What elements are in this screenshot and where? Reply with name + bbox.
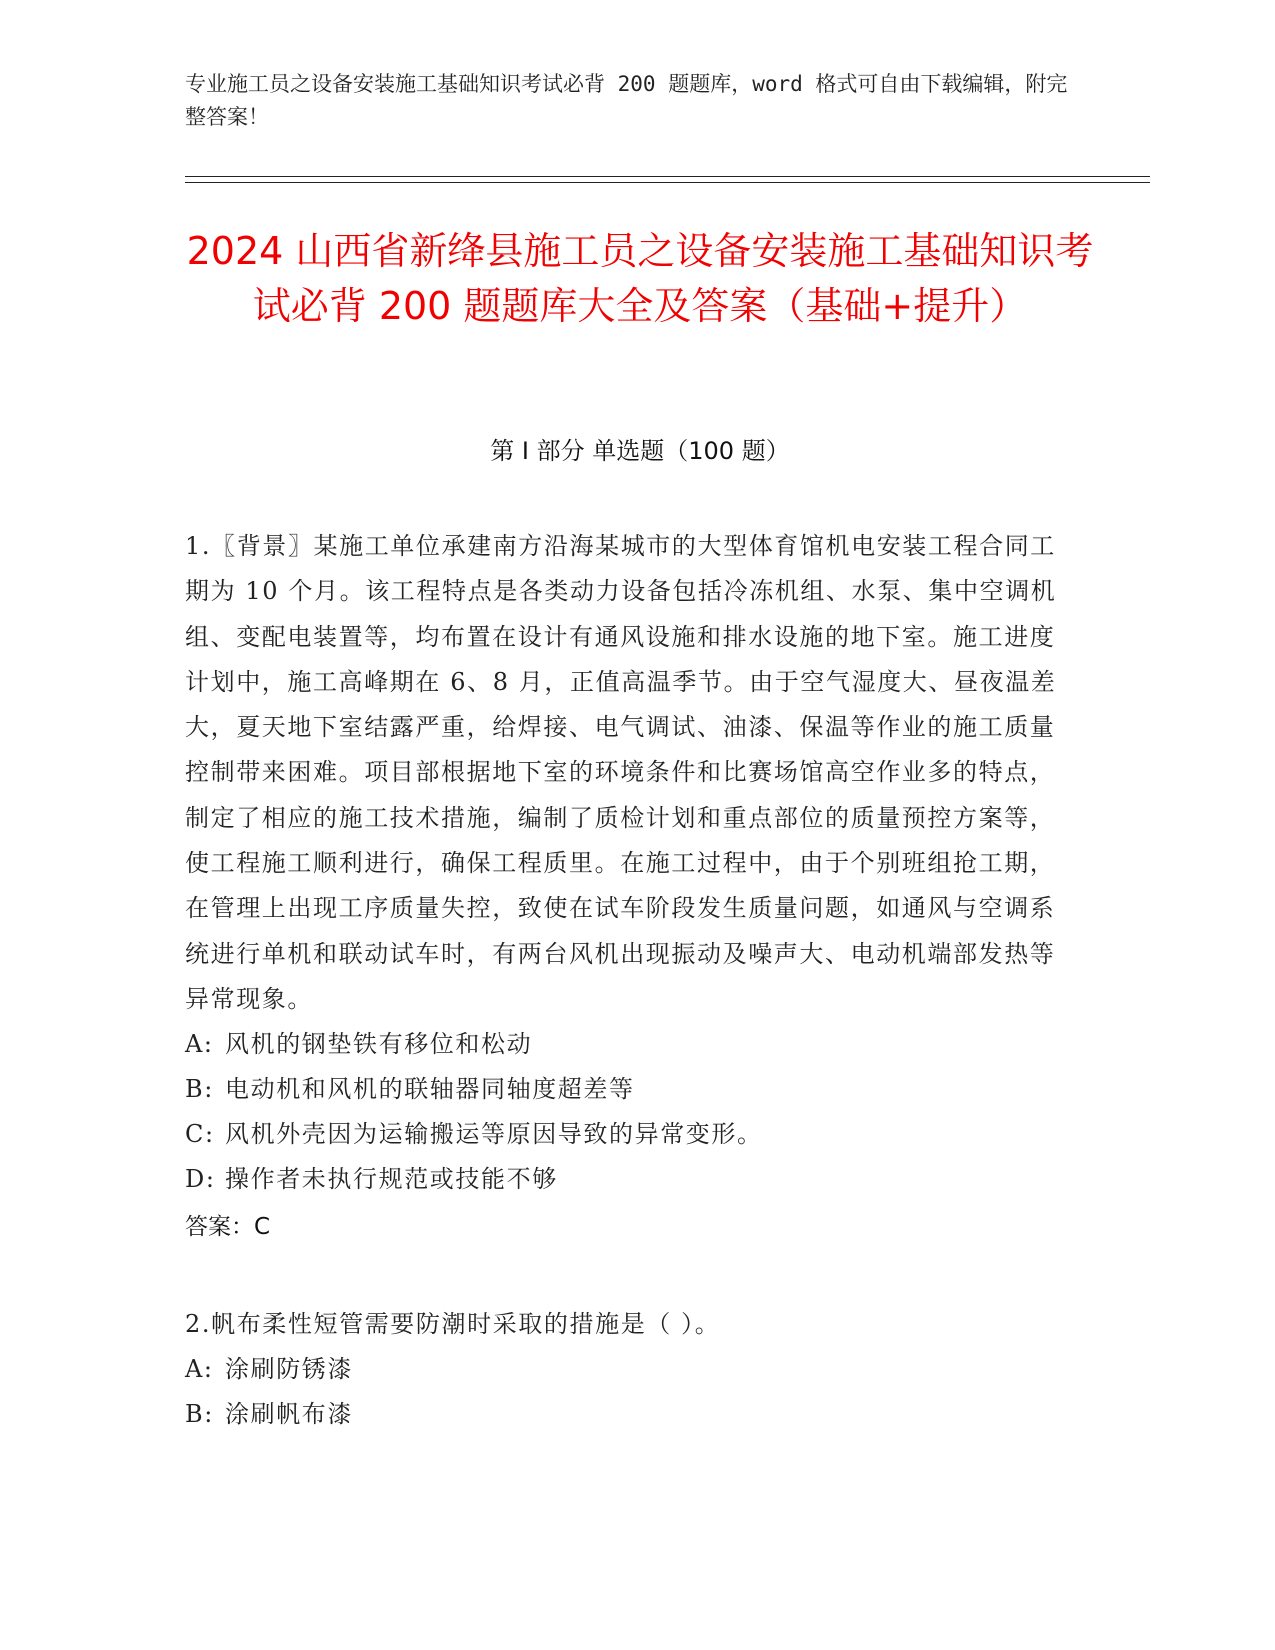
option-b (185, 1067, 1075, 1112)
question-stem: 1.〖背景〗某施工单位承建南方沿海某城市的大型体育馆机电安装工程合同工期为 10 个月。该工程特点是各类动力设备包括冷冻机组、水泵、集中空调机组、变配电装置等，均布置在设计有通风设施和排水设施的地下室。施工进度计划中，施工高峰期在 6、8 月，正值高温季节。由于空气湿度大、昼夜温差大，夏天地下室结露严重，给焊接、电气调试、油漆、保温等作业的施工质量控制带来困难。项目部根据地下室的环境条件和比赛场馆高空作业多的特点，制定了相应的施工技术措施，编制了质检计划和重点部位的质量预控方案等，使工程施工顺利进行，确保工程质里。在施工过程中，由于个别班组抢工期，在管理上出现工序质量失控，致使在试车阶段发生质量问题，如通风与空调系统进行单机和联动试车时，有两台风机出现振动及噪声大、电动机端部发热等异常现象。 (185, 532, 1057, 1013)
section-heading: 第 I 部分 单选题（100 题） (490, 437, 790, 465)
option-label: A: (185, 1030, 214, 1059)
option-c (185, 1112, 1075, 1157)
option-text: 涂刷帆布漆 (225, 1400, 353, 1429)
header-rule-bottom (185, 182, 1150, 183)
header-note: 专业施工员之设备安装施工基础知识考试必背 200 题题库，word 格式可自由下载编辑，附完整答案！ (185, 72, 1068, 129)
option-label: A: (185, 1355, 214, 1384)
answer: 答案：C (185, 1214, 271, 1241)
option-text: 操作者未执行规范或技能不够 (225, 1165, 558, 1194)
option-a (185, 1347, 1075, 1392)
question-1 (185, 524, 1075, 1250)
header-rule-top (185, 176, 1150, 177)
question-2 (185, 1302, 1075, 1437)
option-label: C: (185, 1120, 215, 1149)
option-label: B: (185, 1075, 214, 1104)
option-d (185, 1157, 1075, 1202)
option-text: 风机的钢垫铁有移位和松动 (225, 1030, 533, 1059)
option-b (185, 1392, 1075, 1437)
option-text: 风机外壳因为运输搬运等原因导致的异常变形。 (225, 1120, 763, 1149)
option-label: B: (185, 1400, 214, 1429)
option-text: 电动机和风机的联轴器同轴度超差等 (225, 1075, 635, 1104)
option-a (185, 1022, 1075, 1067)
question-stem: 2.帆布柔性短管需要防潮时采取的措施是（ ）。 (185, 1310, 721, 1338)
option-text: 涂刷防锈漆 (225, 1355, 353, 1384)
option-label: D: (185, 1165, 216, 1194)
document-title: 2024 山西省新绛县施工员之设备安装施工基础知识考试必背 200 题题库大全及答案（基础+提升） (186, 229, 1094, 328)
